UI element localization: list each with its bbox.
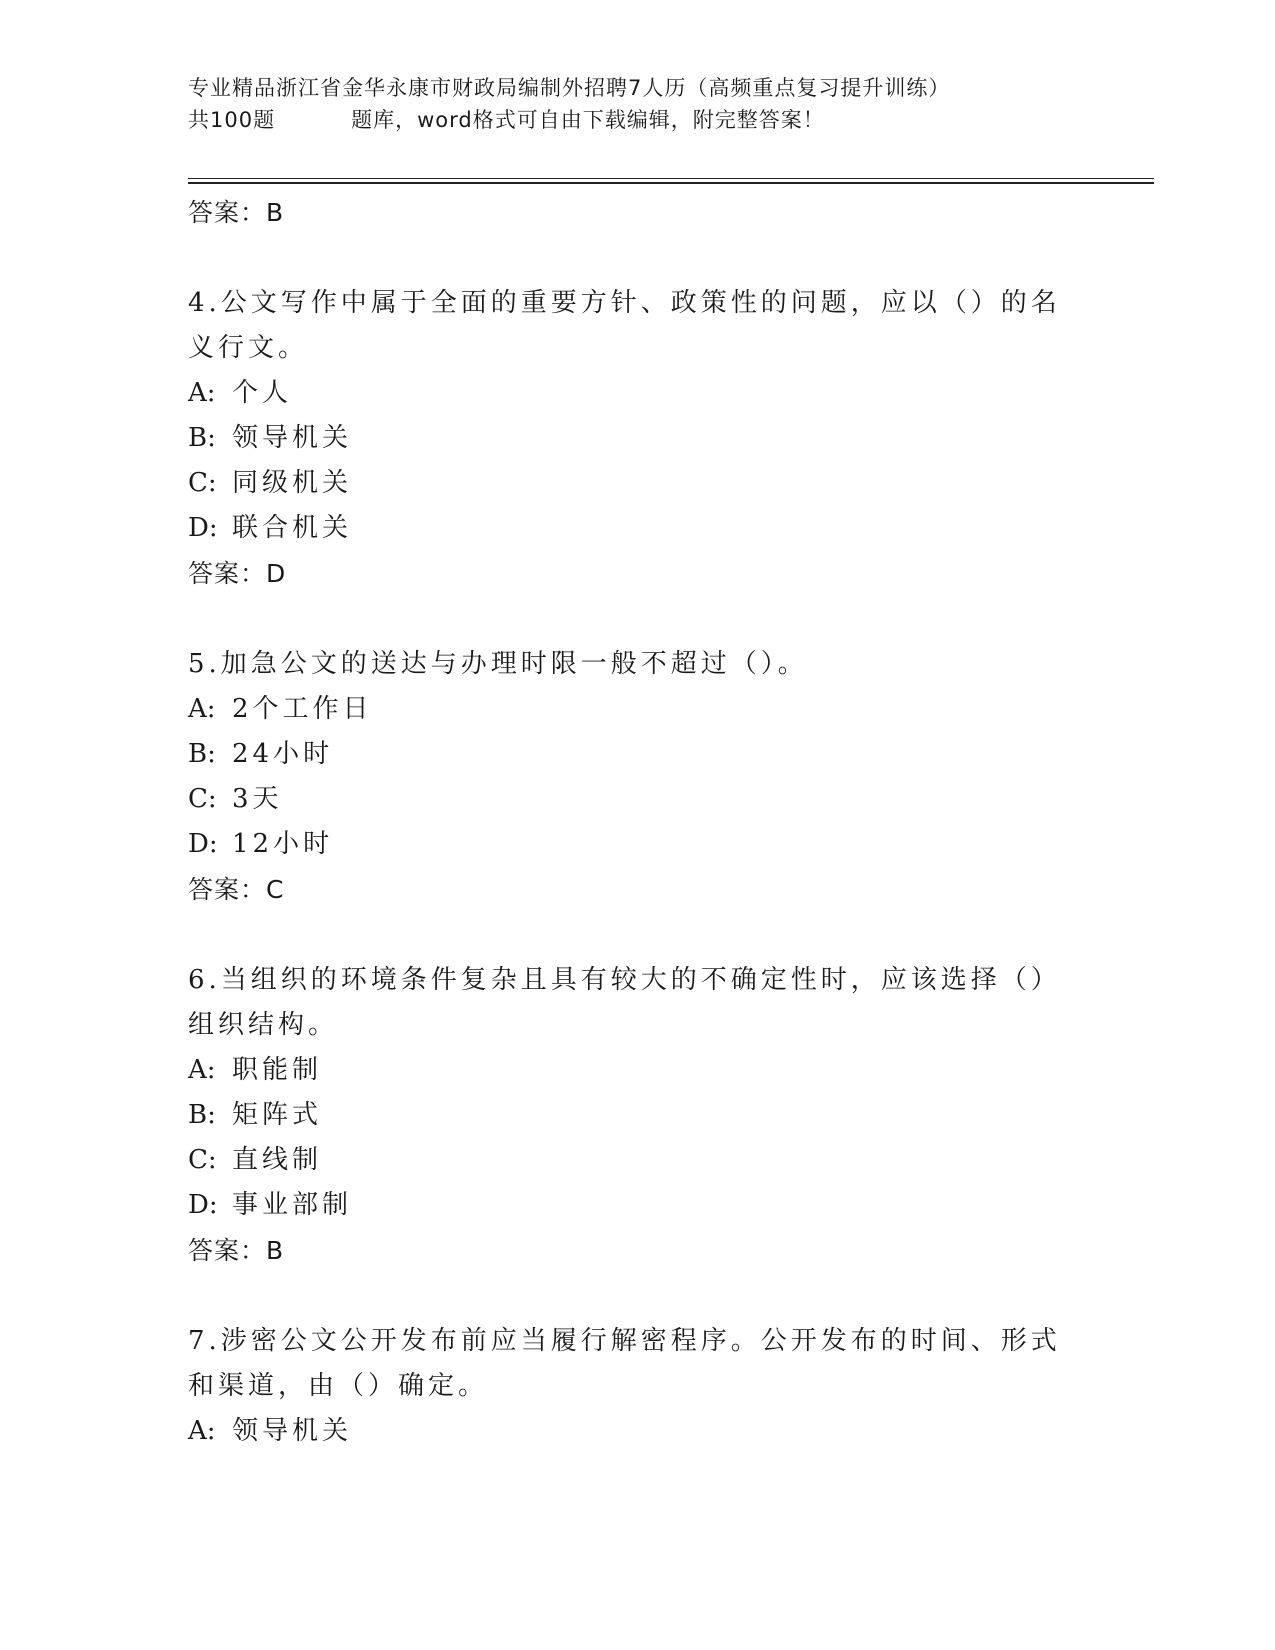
option-text: 直线制	[232, 1145, 323, 1175]
header-question-count: 共100题	[188, 108, 276, 132]
answer-line: 答案：B	[188, 1236, 285, 1265]
option-a	[188, 1048, 1068, 1093]
option-text: 职能制	[232, 1055, 323, 1085]
header-subtitle-line	[188, 104, 1088, 136]
question-text: 4.公文写作中属于全面的重要方针、政策性的问题，应以（）的名义行文。	[188, 288, 1061, 363]
option-key: D:	[188, 829, 218, 859]
option-key: D:	[188, 513, 218, 543]
option-key: B:	[188, 1100, 216, 1130]
answer-line: 答案：B	[188, 198, 285, 227]
option-key: C:	[188, 1145, 217, 1175]
option-c	[188, 461, 1068, 506]
document-header	[188, 72, 1088, 136]
header-divider-thick	[188, 182, 1154, 184]
question-block	[188, 1319, 1068, 1454]
option-a	[188, 371, 1068, 416]
option-b	[188, 1093, 1068, 1138]
question-block	[188, 281, 1068, 596]
option-text: 事业部制	[232, 1190, 353, 1220]
option-d	[188, 506, 1068, 551]
question-block	[188, 642, 1068, 912]
option-key: A:	[188, 1416, 216, 1446]
question-text: 5.加急公文的送达与办理时限一般不超过（）。	[188, 649, 808, 679]
option-a	[188, 1409, 1068, 1454]
option-c	[188, 777, 1068, 822]
option-d	[188, 822, 1068, 867]
question-block	[188, 958, 1068, 1273]
option-text: 领导机关	[232, 423, 353, 453]
option-key: D:	[188, 1190, 218, 1220]
option-b	[188, 732, 1068, 777]
option-text: 12小时	[232, 829, 334, 859]
answer-line: 答案：D	[188, 559, 287, 588]
question-list	[188, 190, 1068, 1454]
option-key: A:	[188, 378, 216, 408]
option-text: 领导机关	[232, 1416, 353, 1446]
option-c	[188, 1138, 1068, 1183]
answer-line: 答案：C	[188, 875, 285, 904]
question-text: 7.涉密公文公开发布前应当履行解密程序。公开发布的时间、形式和渠道，由（）确定。	[188, 1326, 1061, 1401]
option-key: C:	[188, 784, 217, 814]
question-text: 6.当组织的环境条件复杂且具有较大的不确定性时，应该选择（）组织结构。	[188, 965, 1061, 1040]
option-text: 联合机关	[232, 513, 353, 543]
option-text: 个人	[232, 378, 293, 408]
header-divider-thin	[188, 178, 1154, 179]
option-text: 24小时	[232, 739, 334, 769]
option-text: 矩阵式	[232, 1100, 323, 1130]
option-key: B:	[188, 739, 216, 769]
option-key: A:	[188, 694, 216, 724]
option-text: 2个工作日	[232, 694, 373, 724]
option-key: B:	[188, 423, 216, 453]
option-a	[188, 687, 1068, 732]
option-key: A:	[188, 1055, 216, 1085]
option-d	[188, 1183, 1068, 1228]
option-text: 3天	[232, 784, 283, 814]
header-title-line: 专业精品浙江省金华永康市财政局编制外招聘7人历（高频重点复习提升训练）	[188, 76, 951, 100]
option-b	[188, 416, 1068, 461]
header-description: 题库，word格式可自由下载编辑，附完整答案！	[351, 108, 825, 132]
option-text: 同级机关	[232, 468, 353, 498]
option-key: C:	[188, 468, 217, 498]
